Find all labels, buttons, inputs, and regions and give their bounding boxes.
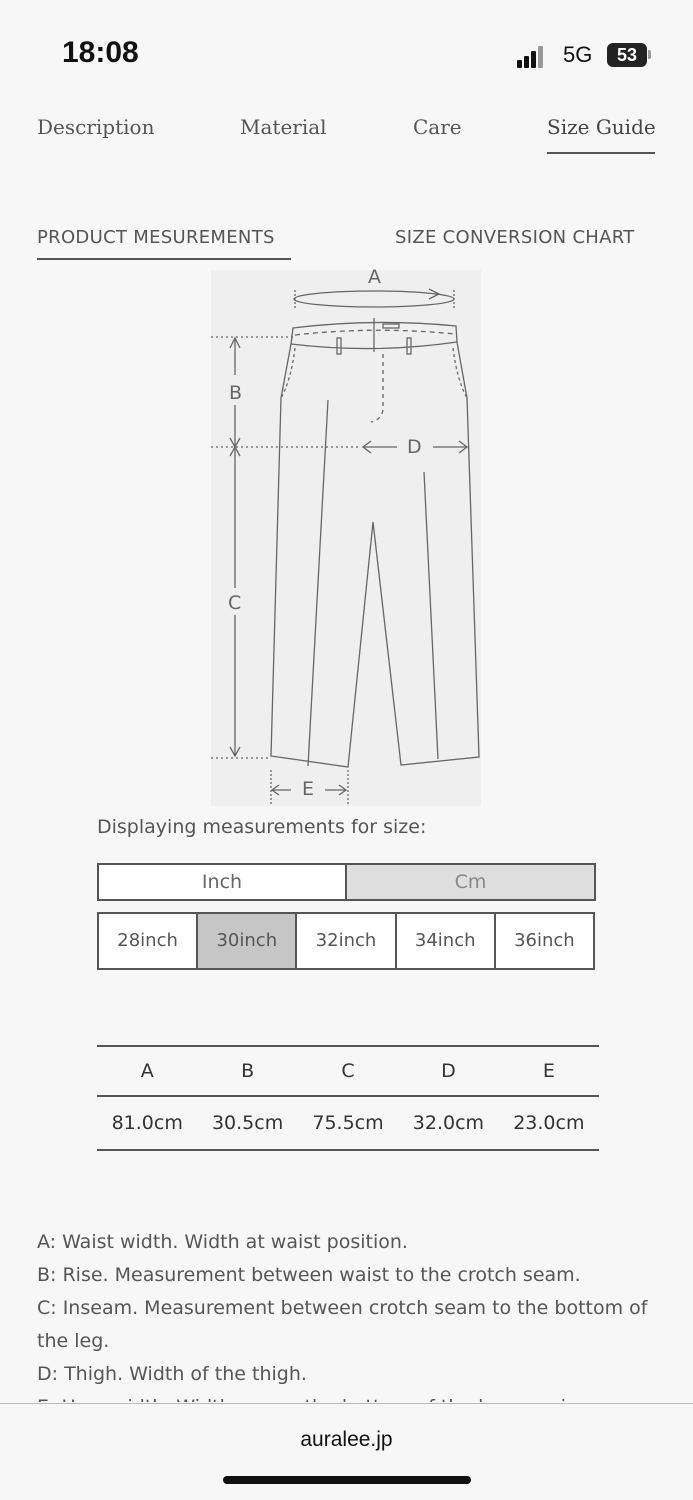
table-value-d: 32.0cm — [412, 1112, 485, 1134]
size-button-36[interactable]: 36inch — [494, 912, 595, 970]
battery-icon: 53 — [607, 43, 647, 67]
size-button-34[interactable]: 34inch — [395, 912, 496, 970]
table-value-e: 23.0cm — [513, 1112, 585, 1134]
size-button-28[interactable]: 28inch — [97, 912, 198, 970]
measurement-definitions — [37, 1226, 657, 1424]
status-time: 18:08 — [62, 36, 139, 69]
measurement-table — [97, 1045, 599, 1151]
size-button-32[interactable]: 32inch — [295, 912, 396, 970]
browser-bar-divider — [0, 1403, 693, 1404]
tab-description[interactable]: Description — [37, 115, 155, 139]
table-value-b: 30.5cm — [211, 1112, 284, 1134]
diagram-label-d: D — [407, 436, 422, 458]
subtab-active-indicator — [37, 258, 291, 260]
diagram-label-c: C — [228, 592, 242, 614]
subtab-size-conversion-chart[interactable]: SIZE CONVERSION CHART — [395, 227, 635, 248]
size-selector — [97, 912, 595, 970]
subtab-product-measurements[interactable]: PRODUCT MESUREMENTS — [37, 227, 275, 248]
display-label: Displaying measurements for size: — [97, 816, 427, 838]
home-indicator[interactable] — [223, 1476, 471, 1484]
definition-b: B: Rise. Measurement between waist to the crotch seam. — [37, 1264, 581, 1286]
diagram-label-b: B — [229, 382, 243, 404]
table-header-d: D — [441, 1060, 456, 1082]
definition-d: D: Thigh. Width of the thigh. — [37, 1363, 307, 1385]
network-label: 5G — [563, 42, 593, 67]
diagram-label-e: E — [302, 778, 315, 800]
definition-a: A: Waist width. Width at waist position. — [37, 1231, 408, 1253]
signal-icon — [517, 46, 547, 68]
table-value-c: 75.5cm — [312, 1112, 384, 1134]
tab-care[interactable]: Care — [413, 115, 462, 139]
table-header-row — [97, 1047, 599, 1095]
table-header-e: E — [542, 1060, 555, 1082]
table-value-a: 81.0cm — [111, 1112, 183, 1134]
table-header-c: C — [341, 1060, 355, 1082]
battery-tip — [648, 50, 651, 59]
address-domain[interactable]: auralee.jp — [300, 1428, 393, 1451]
definition-c: C: Inseam. Measurement between crotch seam to the bottom of the leg. — [37, 1297, 648, 1352]
diagram-label-a: A — [368, 266, 381, 288]
unit-inch-button[interactable]: Inch — [97, 863, 347, 901]
unit-cm-button[interactable]: Cm — [345, 863, 596, 901]
table-divider — [97, 1149, 599, 1151]
size-button-30[interactable]: 30inch — [196, 912, 297, 970]
tab-material[interactable]: Material — [240, 115, 327, 139]
pants-diagram — [211, 266, 481, 806]
table-value-row — [97, 1097, 599, 1149]
tab-size-guide[interactable]: Size Guide — [547, 115, 656, 139]
tab-active-indicator — [547, 152, 655, 154]
table-header-b: B — [241, 1060, 255, 1082]
table-header-a: A — [140, 1060, 154, 1082]
